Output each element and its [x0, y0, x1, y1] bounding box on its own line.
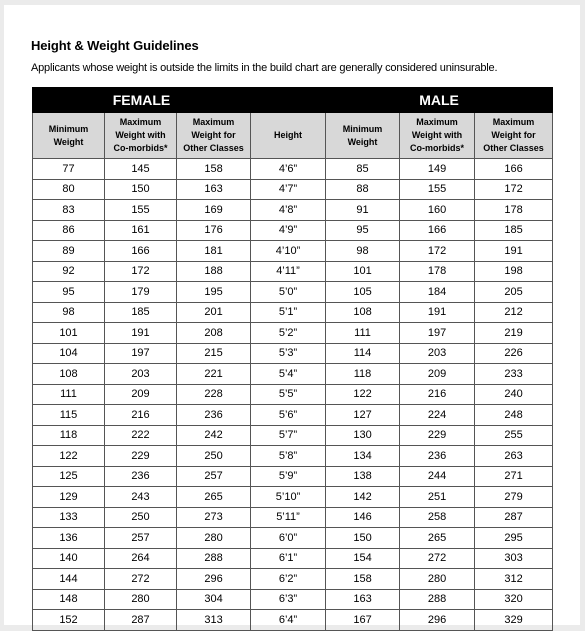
table-cell: 236 [177, 405, 251, 426]
table-cell: 105 [326, 282, 400, 303]
table-cell: 229 [105, 446, 177, 467]
table-cell: 178 [475, 200, 553, 221]
table-cell: 320 [475, 589, 553, 610]
table-cell: 195 [177, 282, 251, 303]
table-cell: 287 [105, 610, 177, 631]
table-cell: 226 [475, 343, 553, 364]
table-cell: 150 [326, 528, 400, 549]
table-cell: 263 [475, 446, 553, 467]
table-cell: 5’4” [251, 364, 326, 385]
document-page [4, 5, 580, 625]
table-cell: 201 [177, 302, 251, 323]
header-line: Weight with [411, 130, 463, 140]
table-cell: 129 [33, 487, 105, 508]
header-line: Weight with [115, 130, 166, 140]
male-header: MALE [326, 88, 553, 113]
male-max-other-header [475, 113, 553, 159]
table-cell: 146 [326, 507, 400, 528]
table-cell: 101 [326, 261, 400, 282]
table-cell: 184 [400, 282, 475, 303]
table-cell: 101 [33, 323, 105, 344]
table-cell: 130 [326, 425, 400, 446]
table-cell: 240 [475, 384, 553, 405]
table-cell: 80 [33, 179, 105, 200]
header-line: Height [274, 130, 303, 140]
table-cell: 181 [177, 241, 251, 262]
height-weight-table [32, 87, 553, 631]
table-cell: 219 [475, 323, 553, 344]
table-cell: 6’4” [251, 610, 326, 631]
table-cell: 158 [177, 159, 251, 180]
table-cell: 4’7” [251, 179, 326, 200]
table-cell: 145 [105, 159, 177, 180]
table-row [33, 589, 553, 610]
table-cell: 216 [105, 405, 177, 426]
table-cell: 287 [475, 507, 553, 528]
table-cell: 5’2” [251, 323, 326, 344]
table-cell: 209 [105, 384, 177, 405]
table-cell: 163 [326, 589, 400, 610]
table-row [33, 528, 553, 549]
table-row [33, 343, 553, 364]
table-cell: 5’0” [251, 282, 326, 303]
table-cell: 212 [475, 302, 553, 323]
table-cell: 258 [400, 507, 475, 528]
table-cell: 83 [33, 200, 105, 221]
table-cell: 236 [105, 466, 177, 487]
table-cell: 176 [177, 220, 251, 241]
table-row [33, 323, 553, 344]
table-cell: 215 [177, 343, 251, 364]
table-cell: 148 [33, 589, 105, 610]
table-row [33, 446, 553, 467]
table-row [33, 159, 553, 180]
table-cell: 271 [475, 466, 553, 487]
table-cell: 229 [400, 425, 475, 446]
table-cell: 104 [33, 343, 105, 364]
table-cell: 5’11” [251, 507, 326, 528]
table-row [33, 384, 553, 405]
female-min-weight-header [33, 113, 105, 159]
table-cell: 111 [33, 384, 105, 405]
table-cell: 144 [33, 569, 105, 590]
table-cell: 303 [475, 548, 553, 569]
table-cell: 108 [33, 364, 105, 385]
table-row [33, 282, 553, 303]
table-cell: 279 [475, 487, 553, 508]
table-cell: 115 [33, 405, 105, 426]
table-cell: 125 [33, 466, 105, 487]
table-cell: 118 [33, 425, 105, 446]
table-cell: 169 [177, 200, 251, 221]
table-cell: 236 [400, 446, 475, 467]
table-row [33, 610, 553, 631]
table-cell: 197 [400, 323, 475, 344]
table-row [33, 200, 553, 221]
table-cell: 5’9” [251, 466, 326, 487]
table-cell: 228 [177, 384, 251, 405]
table-cell: 265 [400, 528, 475, 549]
table-cell: 203 [400, 343, 475, 364]
table-cell: 6’3” [251, 589, 326, 610]
table-cell: 188 [177, 261, 251, 282]
table-cell: 178 [400, 261, 475, 282]
table-cell: 86 [33, 220, 105, 241]
table-cell: 288 [177, 548, 251, 569]
table-cell: 312 [475, 569, 553, 590]
table-cell: 92 [33, 261, 105, 282]
table-cell: 257 [177, 466, 251, 487]
table-cell: 6’1” [251, 548, 326, 569]
table-cell: 133 [33, 507, 105, 528]
table-cell: 166 [475, 159, 553, 180]
band-spacer [251, 88, 326, 113]
header-line: Minimum [48, 123, 89, 134]
table-cell: 91 [326, 200, 400, 221]
table-cell: 185 [475, 220, 553, 241]
table-cell: 160 [400, 200, 475, 221]
table-cell: 272 [105, 569, 177, 590]
table-cell: 296 [177, 569, 251, 590]
table-cell: 4’8” [251, 200, 326, 221]
table-cell: 4’9” [251, 220, 326, 241]
header-line: Weight for [491, 130, 536, 140]
table-cell: 251 [400, 487, 475, 508]
table-cell: 264 [105, 548, 177, 569]
table-cell: 85 [326, 159, 400, 180]
table-cell: 329 [475, 610, 553, 631]
table-body [33, 159, 553, 631]
table-cell: 161 [105, 220, 177, 241]
table-row [33, 241, 553, 262]
table-cell: 5’1” [251, 302, 326, 323]
table-cell: 221 [177, 364, 251, 385]
table-cell: 166 [400, 220, 475, 241]
table-cell: 108 [326, 302, 400, 323]
header-line: Weight [347, 136, 378, 147]
table-cell: 167 [326, 610, 400, 631]
table-cell: 197 [105, 343, 177, 364]
table-cell: 248 [475, 405, 553, 426]
header-line: Maximum [192, 117, 235, 127]
table-cell: 208 [177, 323, 251, 344]
table-cell: 140 [33, 548, 105, 569]
table-cell: 250 [105, 507, 177, 528]
table-cell: 149 [400, 159, 475, 180]
female-max-comorbid-header [105, 113, 177, 159]
table-cell: 138 [326, 466, 400, 487]
male-max-comorbid-header [400, 113, 475, 159]
table-cell: 4’6” [251, 159, 326, 180]
table-cell: 257 [105, 528, 177, 549]
table-cell: 250 [177, 446, 251, 467]
table-cell: 273 [177, 507, 251, 528]
table-cell: 95 [326, 220, 400, 241]
header-line: Minimum [342, 123, 383, 134]
table-cell: 158 [326, 569, 400, 590]
table-cell: 5’8” [251, 446, 326, 467]
table-cell: 198 [475, 261, 553, 282]
table-cell: 203 [105, 364, 177, 385]
table-cell: 6’0” [251, 528, 326, 549]
column-header-row [33, 113, 553, 159]
table-cell: 150 [105, 179, 177, 200]
table-cell: 5’3” [251, 343, 326, 364]
table-cell: 244 [400, 466, 475, 487]
table-row [33, 179, 553, 200]
table-cell: 122 [326, 384, 400, 405]
table-cell: 152 [33, 610, 105, 631]
table-cell: 111 [326, 323, 400, 344]
table-cell: 304 [177, 589, 251, 610]
header-line: Maximum [492, 117, 535, 127]
table-row [33, 405, 553, 426]
female-header: FEMALE [33, 88, 251, 113]
gender-band-row [33, 88, 553, 113]
table-cell: 98 [326, 241, 400, 262]
table-cell: 185 [105, 302, 177, 323]
table-cell: 155 [105, 200, 177, 221]
table-cell: 6’2” [251, 569, 326, 590]
table-cell: 118 [326, 364, 400, 385]
table-cell: 5’7” [251, 425, 326, 446]
table-cell: 5’5” [251, 384, 326, 405]
table-cell: 222 [105, 425, 177, 446]
table-cell: 77 [33, 159, 105, 180]
table-cell: 172 [105, 261, 177, 282]
table-cell: 88 [326, 179, 400, 200]
document-title: Height & Weight Guidelines [31, 38, 199, 53]
table-row [33, 261, 553, 282]
table-row [33, 364, 553, 385]
table-cell: 280 [400, 569, 475, 590]
table-cell: 5’10” [251, 487, 326, 508]
table-cell: 280 [177, 528, 251, 549]
table-cell: 242 [177, 425, 251, 446]
table-cell: 4’10” [251, 241, 326, 262]
table-cell: 114 [326, 343, 400, 364]
table-row [33, 466, 553, 487]
table-cell: 255 [475, 425, 553, 446]
male-min-weight-header [326, 113, 400, 159]
table-cell: 216 [400, 384, 475, 405]
table-cell: 191 [400, 302, 475, 323]
header-line: Weight for [191, 130, 236, 140]
table-row [33, 569, 553, 590]
table-cell: 295 [475, 528, 553, 549]
header-line: Maximum [119, 117, 162, 127]
table-cell: 172 [400, 241, 475, 262]
table-cell: 191 [475, 241, 553, 262]
table-cell: 296 [400, 610, 475, 631]
header-line: Co-morbids* [113, 143, 168, 153]
height-header [251, 113, 326, 159]
header-line: Other Classes [183, 143, 244, 153]
table-cell: 155 [400, 179, 475, 200]
table-cell: 4’11” [251, 261, 326, 282]
table-cell: 122 [33, 446, 105, 467]
table-cell: 5’6” [251, 405, 326, 426]
document-subtitle: Applicants whose weight is outside the limits in the build chart are generally considered uninsurable. [31, 62, 498, 74]
table-cell: 136 [33, 528, 105, 549]
table-cell: 243 [105, 487, 177, 508]
table-cell: 233 [475, 364, 553, 385]
table-cell: 272 [400, 548, 475, 569]
table-row [33, 220, 553, 241]
table-cell: 166 [105, 241, 177, 262]
table-cell: 205 [475, 282, 553, 303]
table-cell: 209 [400, 364, 475, 385]
table-cell: 95 [33, 282, 105, 303]
table-row [33, 425, 553, 446]
table-cell: 127 [326, 405, 400, 426]
table-cell: 179 [105, 282, 177, 303]
table-cell: 89 [33, 241, 105, 262]
header-line: Weight [53, 136, 84, 147]
table-cell: 142 [326, 487, 400, 508]
table-row [33, 487, 553, 508]
table-cell: 265 [177, 487, 251, 508]
table-cell: 224 [400, 405, 475, 426]
header-line: Maximum [416, 117, 458, 127]
table-cell: 280 [105, 589, 177, 610]
table-cell: 154 [326, 548, 400, 569]
table-cell: 172 [475, 179, 553, 200]
table-cell: 134 [326, 446, 400, 467]
table-cell: 98 [33, 302, 105, 323]
table-cell: 163 [177, 179, 251, 200]
table-cell: 313 [177, 610, 251, 631]
table-row [33, 548, 553, 569]
table-row [33, 507, 553, 528]
female-max-other-header [177, 113, 251, 159]
header-line: Co-morbids* [410, 143, 465, 153]
header-line: Other Classes [483, 143, 544, 153]
table-cell: 191 [105, 323, 177, 344]
table-cell: 288 [400, 589, 475, 610]
table-row [33, 302, 553, 323]
